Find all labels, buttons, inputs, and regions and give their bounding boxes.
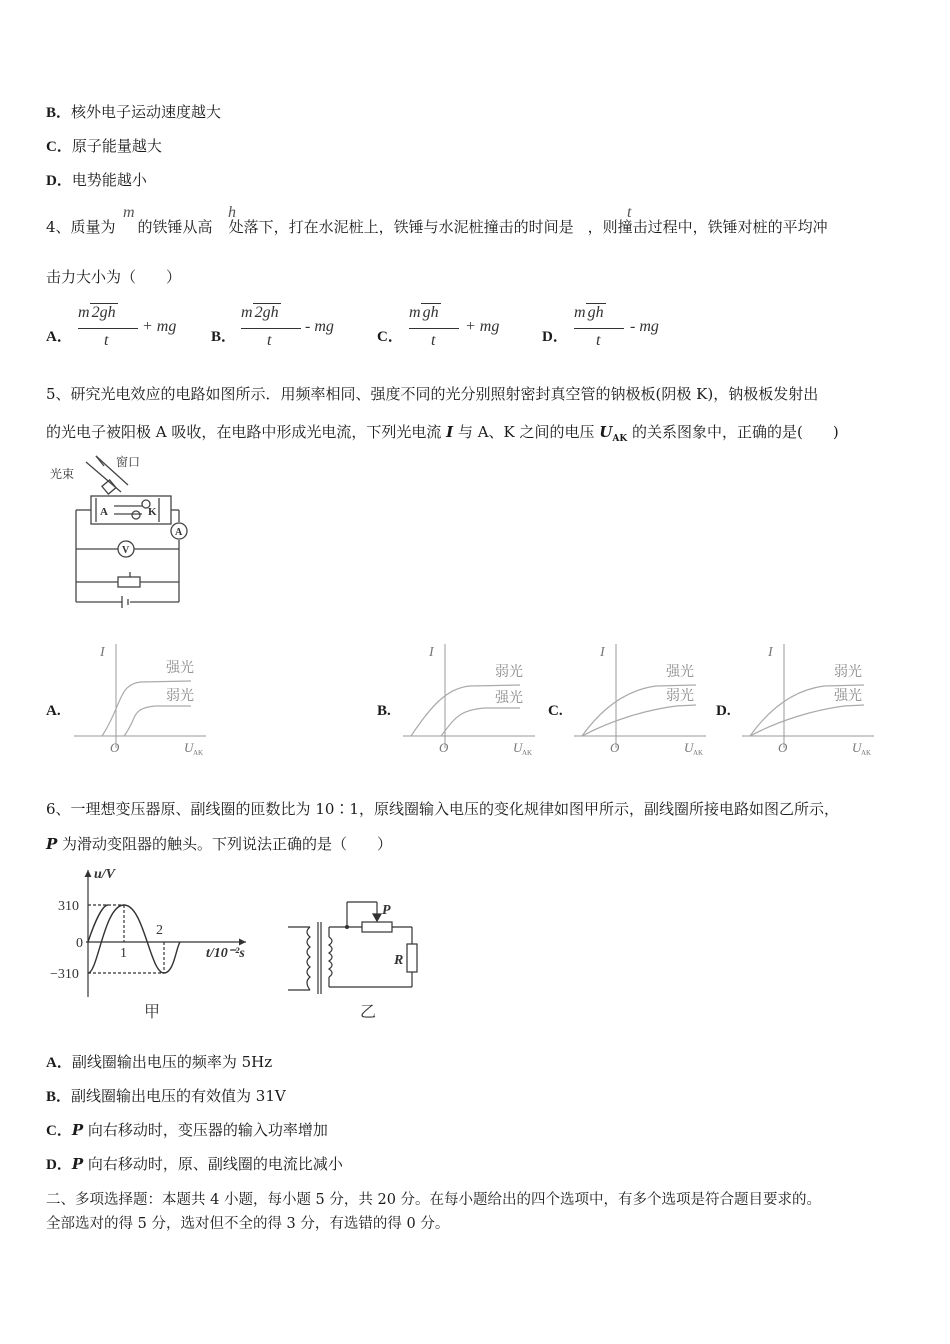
x-axis-subscript: AK [193, 749, 204, 757]
q3-option-b [46, 101, 221, 124]
label-cathode: K [148, 506, 157, 518]
upper-curve-label: 弱光 [495, 665, 523, 680]
x-axis-label: U [852, 740, 862, 755]
origin-label: O [610, 740, 620, 755]
extra-term: - mg [630, 318, 659, 335]
numerator-m: m [574, 304, 586, 321]
sqrt-term: 2gh [91, 304, 116, 321]
y-axis-label: I [768, 645, 773, 660]
y-max-label: 310 [58, 899, 79, 914]
lower-curve-label: 强光 [834, 689, 862, 704]
q5-graph-label-d: D. [716, 703, 731, 719]
x-axis-subscript: AK [693, 749, 704, 757]
option-symbol-p: P [71, 1121, 84, 1139]
q6-text: 为滑动变阻器的触头。下列说法正确的是（ ） [57, 835, 393, 853]
option-text: 电势能越小 [71, 171, 147, 189]
q4-option-b-label: B． [211, 329, 237, 345]
lower-curve [441, 708, 520, 736]
figure-caption-jia: 甲 [144, 1004, 161, 1021]
lower-curve [582, 705, 696, 736]
q6-option-d [46, 1153, 343, 1176]
label-light-beam: 光束 [50, 467, 75, 481]
lower-curve-label: 弱光 [166, 689, 194, 704]
q3-option-d [46, 169, 147, 192]
upper-curve-label: 弱光 [834, 665, 862, 680]
extra-term: + mg [142, 318, 177, 335]
figure-jia-voltage-graph [46, 862, 266, 1022]
x-tick-1: 1 [120, 946, 127, 961]
q5-stem-line1: 5、研究光电效应的电路如图所示．用频率相同、强度不同的光分别照射密封真空管的钠极板(阴极 K)，钠极板发射出 [46, 385, 819, 403]
sqrt-term: 2gh [254, 304, 279, 321]
q4-option-d-label: D． [542, 329, 568, 345]
q6-symbol-p: P [46, 835, 58, 853]
photoelectric-circuit-diagram [46, 452, 196, 610]
x-axis-subscript: AK [522, 749, 533, 757]
option-symbol-p: P [71, 1155, 84, 1173]
q5-text-c: 的关系图象中，正确的是( ) [627, 423, 839, 441]
q5-graph-d [742, 640, 882, 760]
option-label: D． [46, 1157, 72, 1173]
figure-caption-yi: 乙 [360, 1004, 377, 1021]
q5-stem-line2 [46, 421, 839, 450]
label-anode: A [100, 506, 108, 518]
x-axis-label: U [184, 740, 194, 755]
y-axis-label: I [100, 645, 105, 660]
lower-curve-label: 强光 [495, 691, 523, 706]
q6-stem-line2 [46, 833, 392, 855]
q3-option-c [46, 135, 162, 158]
q5-graph-b [403, 640, 543, 760]
q5-symbol-u: U [599, 423, 613, 441]
option-label: A． [46, 1055, 72, 1071]
q5-text-a: 的光电子被阳极 A 吸收，在电路中形成光电流，下列光电流 [46, 423, 447, 441]
x-tick-2: 2 [156, 923, 163, 938]
lower-curve-label: 弱光 [666, 689, 694, 704]
q5-graph-label-b: B. [377, 703, 391, 719]
x-axis-label: t/10⁻²s [206, 946, 245, 961]
label-ammeter: A [175, 527, 183, 538]
q4-text-b: 的铁锤从高 [137, 218, 213, 236]
q4-symbol-m: m [123, 204, 135, 221]
resistor-label-r: R [394, 953, 404, 968]
label-voltmeter: V [122, 545, 130, 556]
figure-yi-transformer-circuit [282, 892, 432, 1022]
q4-symbol-h: h [228, 204, 236, 221]
origin-label: O [439, 740, 449, 755]
denominator: t [431, 332, 436, 349]
q5-graph-c [574, 640, 714, 760]
x-axis-label: U [513, 740, 523, 755]
q5-graph-label-c: C. [548, 703, 563, 719]
q5-text-b: 与 A、K 之间的电压 [453, 423, 600, 441]
q6-option-b [46, 1085, 286, 1108]
denominator: t [596, 332, 601, 349]
q4-stem-line2: 击力大小为（ ） [46, 268, 182, 286]
q4-text-a: 4、质量为 [46, 218, 116, 236]
numerator-m: m [409, 304, 421, 321]
numerator-m: m [241, 304, 253, 321]
section2-heading-line1: 二、多项选择题：本题共 4 小题，每小题 5 分，共 20 分。在每小题给出的四个选项中，有多个选项是符合题目要求的。 [46, 1192, 822, 1208]
y-zero-label: 0 [76, 936, 83, 951]
y-axis-label: I [600, 645, 605, 660]
option-text: 副线圈输出电压的有效值为 31V [71, 1087, 286, 1105]
x-axis-subscript: AK [861, 749, 872, 757]
q5-graph-label-a: A. [46, 703, 61, 719]
option-label: C． [46, 1123, 72, 1139]
option-label: D． [46, 173, 72, 189]
slider-label-p: P [382, 903, 391, 918]
section2-heading-line2: 全部选对的得 5 分，选对但不全的得 3 分，有选错的得 0 分。 [46, 1216, 450, 1232]
q5-graph-a [74, 640, 214, 760]
q4-stem-line1 [46, 216, 828, 238]
option-text: 核外电子运动速度越大 [71, 103, 222, 121]
denominator: t [267, 332, 272, 349]
lower-curve [124, 706, 191, 736]
upper-curve-label: 强光 [166, 661, 194, 676]
sqrt-term: gh [587, 304, 604, 321]
q4-option-a-label: A． [46, 329, 72, 345]
option-text: 副线圈输出电压的频率为 5Hz [71, 1053, 273, 1071]
q5-subscript-ak: AK [612, 434, 628, 444]
extra-term: - mg [305, 318, 334, 335]
origin-label: O [778, 740, 788, 755]
y-axis-label: I [429, 645, 434, 660]
option-label: B． [46, 105, 72, 121]
option-text: 向右移动时，原、副线圈的电流比减小 [83, 1155, 343, 1173]
q4-text-d: ，则撞击过程中，铁锤对桩的平均冲 [587, 218, 828, 236]
q6-stem-line1: 6、一理想变压器原、副线圈的匝数比为 10∶1，原线圈输入电压的变化规律如图甲所示，副线圈所接电路如图乙所示， [46, 800, 839, 818]
q4-symbol-t: t [627, 204, 632, 221]
option-text: 向右移动时，变压器的输入功率增加 [83, 1121, 328, 1139]
option-text: 原子能量越大 [71, 137, 162, 155]
y-min-label: −310 [50, 967, 79, 982]
origin-label: O [110, 740, 120, 755]
lower-curve [750, 705, 864, 736]
label-window: 窗口 [116, 455, 141, 469]
option-label: B． [46, 1089, 72, 1105]
sqrt-term: gh [422, 304, 439, 321]
q6-option-a [46, 1051, 272, 1074]
x-axis-label: U [684, 740, 694, 755]
numerator-m: m [78, 304, 90, 321]
q6-option-c [46, 1119, 328, 1142]
extra-term: + mg [465, 318, 500, 335]
denominator: t [104, 332, 109, 349]
q4-text-c: 处落下，打在水泥桩上，铁锤与水泥桩撞击的时间是 [228, 218, 574, 236]
q4-option-c-label: C． [377, 329, 403, 345]
y-axis-label: u/V [94, 867, 116, 882]
option-label: C． [46, 139, 72, 155]
upper-curve-label: 强光 [666, 665, 694, 680]
q5-symbol-i: I [446, 423, 454, 441]
